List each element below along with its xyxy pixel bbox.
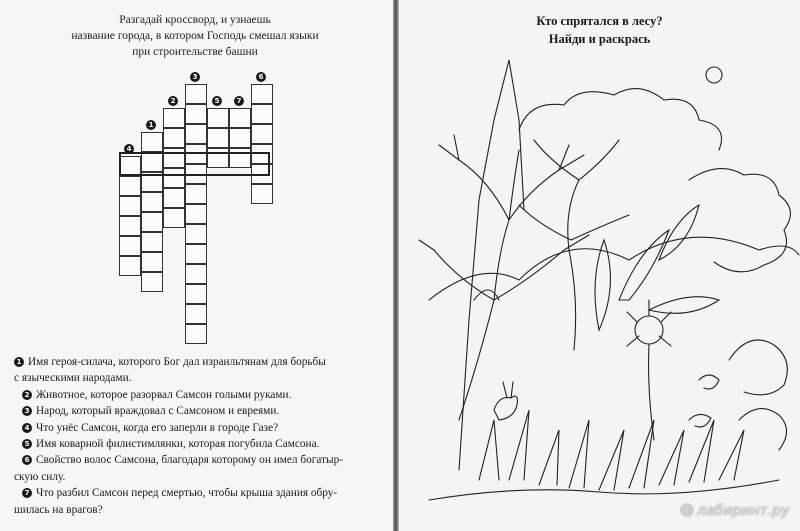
- crossword-number-7: 7: [234, 96, 244, 106]
- bush-right-lower: [739, 409, 787, 450]
- clue-list: [14, 354, 384, 518]
- crossword-cell: [185, 124, 207, 144]
- crossword-cell: [229, 108, 251, 128]
- coloring-title-line-1: Кто спрятался в лесу?: [536, 14, 663, 28]
- clue-1-cont: [14, 370, 384, 386]
- crossword-cell: [251, 124, 273, 144]
- crossword-number-4: 4: [124, 144, 134, 154]
- crossword-cell: [119, 176, 141, 196]
- sun-outline: [706, 67, 722, 83]
- leaf-2: [649, 297, 719, 314]
- right-page: [399, 0, 800, 531]
- crossword-number-1: 1: [146, 120, 156, 130]
- clue-number-6: 6: [22, 455, 32, 465]
- vine-curl-1: [699, 375, 719, 389]
- crossword-cell: [251, 84, 273, 104]
- crossword-cell: [141, 132, 163, 152]
- site-watermark: [680, 503, 789, 519]
- crossword-cell: [119, 216, 141, 236]
- crossword-cell: [185, 304, 207, 324]
- crossword-grid: [0, 0, 393, 340]
- hidden-animal-outline: [494, 396, 517, 420]
- crossword-cell: [141, 272, 163, 292]
- crossword-number-5: 5: [212, 96, 222, 106]
- instructions-line-2: название города, в котором Господь смешал языки: [71, 30, 319, 42]
- crossword-cell: [185, 184, 207, 204]
- instructions-line-1: Разгадай кроссворд, и узнаешь: [119, 14, 271, 26]
- crossword-cell: [163, 108, 185, 128]
- coloring-title-line-2: Найди и раскрась: [548, 32, 651, 46]
- clue-6-text-cont: скую силу.: [14, 470, 66, 483]
- instructions-line-3: при строительстве башни: [132, 46, 258, 58]
- clue-1-text: Имя героя-силача, которого Бог дал израильтянам для борьбы: [28, 356, 326, 368]
- clue-number-5: 5: [22, 439, 32, 449]
- crossword-cell: [185, 284, 207, 304]
- crossword-cell: [185, 204, 207, 224]
- crossword-cell: [185, 244, 207, 264]
- grass-blades: [479, 410, 744, 490]
- crossword-cell: [141, 232, 163, 252]
- middle-tree-trunk: [568, 180, 579, 350]
- crossword-cell: [119, 236, 141, 256]
- crossword-cell: [163, 128, 185, 148]
- canopy-outline-right: [689, 169, 790, 272]
- clue-6-cont: [14, 469, 384, 485]
- flower-petals: [627, 300, 671, 346]
- crossword-cell: [185, 84, 207, 104]
- clue-1-text-cont: с языческими народами.: [14, 372, 132, 385]
- clue-6: [14, 452, 384, 468]
- hidden-animal-ears: [503, 382, 513, 398]
- crossword-cell: [251, 184, 273, 204]
- clue-number-3: 3: [22, 406, 32, 416]
- clue-number-4: 4: [22, 423, 32, 433]
- leaf-1: [619, 230, 669, 300]
- crossword-cell: [185, 224, 207, 244]
- leaf-3: [595, 240, 610, 330]
- tree-trunk: [459, 220, 509, 420]
- clue-1: [14, 354, 384, 370]
- crossword-cell: [119, 196, 141, 216]
- crossword-number-2: 2: [168, 96, 178, 106]
- crossword-cell: [141, 252, 163, 272]
- crossword-cell: [185, 104, 207, 124]
- crossword-cell: [163, 188, 185, 208]
- clue-7-text: Что разбил Самсон перед смертью, чтобы крыша здания обру-: [36, 487, 338, 500]
- clue-5-text: Имя коварной филистимлянки, которая погубила Самсона.: [36, 438, 320, 451]
- middle-tree-branches: [519, 140, 629, 240]
- crossword-cell: [119, 256, 141, 276]
- clue-2: [14, 387, 384, 403]
- flower-head: [635, 316, 663, 344]
- crossword-cell: [185, 264, 207, 284]
- clue-7-cont: [14, 502, 384, 518]
- canopy-outline-top: [519, 89, 722, 150]
- crossword-number-3: 3: [190, 72, 200, 82]
- clue-number-1: 1: [14, 357, 24, 367]
- watermark-text: лабиринт.ру: [697, 503, 790, 519]
- crossword-cell: [229, 128, 251, 148]
- clue-6-text: Свойство волос Самсона, благодаря которому он имел богатыр-: [36, 454, 344, 467]
- crossword-cell: [185, 324, 207, 344]
- clue-4: [14, 420, 384, 436]
- clue-3: [14, 403, 384, 419]
- left-page: [0, 0, 393, 531]
- crossword-cell: [251, 104, 273, 124]
- crossword-number-6: 6: [256, 72, 266, 82]
- crossword-cell: [141, 192, 163, 212]
- watermark-logo-icon: [680, 503, 694, 517]
- answer-row-highlight: [119, 152, 270, 176]
- clue-2-text: Животное, которое разорвал Самсон голыми руками.: [36, 388, 292, 401]
- cliff-outline: [459, 60, 524, 470]
- crossword-cell: [207, 108, 229, 128]
- crossword-cell: [163, 208, 185, 228]
- crossword-cell: [207, 128, 229, 148]
- clue-number-2: 2: [22, 390, 32, 400]
- ground-line: [429, 480, 779, 500]
- tree-twigs: [419, 135, 589, 250]
- clue-3-text: Народ, который враждовал с Самсоном и евреями.: [36, 405, 280, 418]
- bush-right: [729, 340, 787, 395]
- forest-coloring-illustration: [399, 0, 800, 531]
- clue-number-7: 7: [22, 488, 32, 498]
- vine-curl-2: [689, 414, 711, 427]
- clue-4-text: Что унёс Самсон, когда его заперли в городе Газе?: [36, 421, 279, 434]
- crossword-cell: [141, 212, 163, 232]
- coloring-title: [399, 12, 800, 48]
- clue-7-text-cont: шилась на врагов?: [14, 503, 103, 516]
- clue-7: [14, 485, 384, 501]
- clue-5: [14, 436, 384, 452]
